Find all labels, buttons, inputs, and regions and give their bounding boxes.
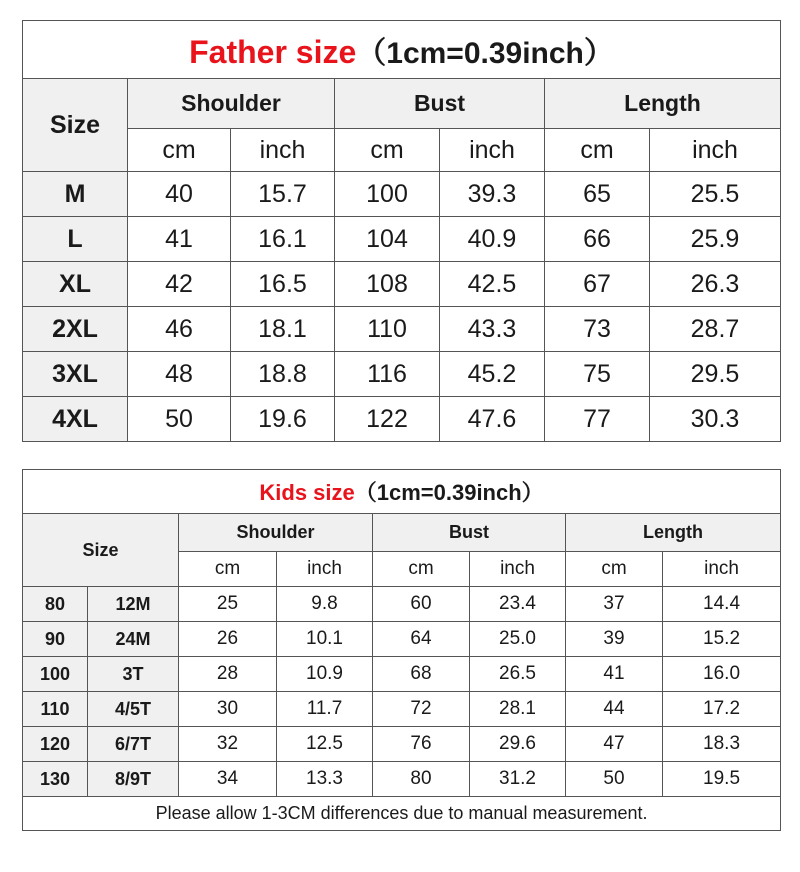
- value-cell: 116: [335, 352, 440, 397]
- kids-unit-header: cm: [373, 552, 470, 587]
- value-cell: 16.1: [231, 217, 335, 262]
- table-row: [23, 692, 781, 727]
- table-row: [23, 657, 781, 692]
- table-row: [23, 622, 781, 657]
- value-cell: 16.0: [663, 657, 781, 692]
- value-cell: 110: [335, 307, 440, 352]
- value-cell: 18.1: [231, 307, 335, 352]
- table-row: [23, 217, 781, 262]
- father-size-header: Size: [23, 79, 128, 172]
- table-row: [23, 262, 781, 307]
- kids-shoulder-header: Shoulder: [179, 514, 373, 552]
- table-row: [23, 727, 781, 762]
- size-cell: L: [23, 217, 128, 262]
- father-unit-header: inch: [231, 129, 335, 172]
- value-cell: 10.1: [277, 622, 373, 657]
- value-cell: 100: [335, 172, 440, 217]
- age-cell: 3T: [88, 657, 179, 692]
- value-cell: 39: [566, 622, 663, 657]
- value-cell: 39.3: [440, 172, 545, 217]
- kids-unit-header: inch: [277, 552, 373, 587]
- value-cell: 50: [128, 397, 231, 442]
- value-cell: 17.2: [663, 692, 781, 727]
- table-row: [23, 762, 781, 797]
- value-cell: 73: [545, 307, 650, 352]
- value-cell: 10.9: [277, 657, 373, 692]
- value-cell: 15.7: [231, 172, 335, 217]
- kids-unit-header: cm: [566, 552, 663, 587]
- value-cell: 28: [179, 657, 277, 692]
- value-cell: 41: [128, 217, 231, 262]
- father-size-table: [22, 20, 781, 442]
- value-cell: 122: [335, 397, 440, 442]
- value-cell: 43.3: [440, 307, 545, 352]
- size-cell: 2XL: [23, 307, 128, 352]
- value-cell: 40: [128, 172, 231, 217]
- measurement-note: Please allow 1-3CM differences due to manual measurement.: [23, 797, 781, 831]
- father-unit-header: inch: [440, 129, 545, 172]
- kids-bust-header: Bust: [373, 514, 566, 552]
- kids-title-conversion: （1cm=0.39inch）: [354, 480, 544, 505]
- value-cell: 50: [566, 762, 663, 797]
- value-cell: 25.9: [650, 217, 781, 262]
- height-cell: 130: [23, 762, 88, 797]
- father-unit-header: cm: [545, 129, 650, 172]
- value-cell: 47: [566, 727, 663, 762]
- value-cell: 25: [179, 587, 277, 622]
- father-title-label: Father size: [189, 33, 357, 70]
- value-cell: 26.5: [470, 657, 566, 692]
- value-cell: 48: [128, 352, 231, 397]
- father-length-header: Length: [545, 79, 781, 129]
- value-cell: 42: [128, 262, 231, 307]
- value-cell: 66: [545, 217, 650, 262]
- father-unit-header: cm: [128, 129, 231, 172]
- value-cell: 76: [373, 727, 470, 762]
- value-cell: 23.4: [470, 587, 566, 622]
- age-cell: 24M: [88, 622, 179, 657]
- value-cell: 77: [545, 397, 650, 442]
- value-cell: 26: [179, 622, 277, 657]
- table-row: [23, 397, 781, 442]
- value-cell: 42.5: [440, 262, 545, 307]
- table-row: [23, 587, 781, 622]
- value-cell: 75: [545, 352, 650, 397]
- height-cell: 120: [23, 727, 88, 762]
- value-cell: 37: [566, 587, 663, 622]
- age-cell: 4/5T: [88, 692, 179, 727]
- value-cell: 65: [545, 172, 650, 217]
- value-cell: 25.5: [650, 172, 781, 217]
- value-cell: 30.3: [650, 397, 781, 442]
- father-unit-header: cm: [335, 129, 440, 172]
- value-cell: 45.2: [440, 352, 545, 397]
- kids-unit-header: inch: [470, 552, 566, 587]
- value-cell: 14.4: [663, 587, 781, 622]
- value-cell: 30: [179, 692, 277, 727]
- value-cell: 11.7: [277, 692, 373, 727]
- kids-size-header: Size: [23, 514, 179, 587]
- height-cell: 110: [23, 692, 88, 727]
- kids-size-table: [22, 469, 781, 831]
- value-cell: 47.6: [440, 397, 545, 442]
- value-cell: 29.5: [650, 352, 781, 397]
- value-cell: 15.2: [663, 622, 781, 657]
- value-cell: 18.3: [663, 727, 781, 762]
- value-cell: 25.0: [470, 622, 566, 657]
- value-cell: 13.3: [277, 762, 373, 797]
- value-cell: 80: [373, 762, 470, 797]
- value-cell: 104: [335, 217, 440, 262]
- height-cell: 90: [23, 622, 88, 657]
- value-cell: 67: [545, 262, 650, 307]
- value-cell: 16.5: [231, 262, 335, 307]
- value-cell: 29.6: [470, 727, 566, 762]
- kids-unit-header: cm: [179, 552, 277, 587]
- value-cell: 60: [373, 587, 470, 622]
- father-shoulder-header: Shoulder: [128, 79, 335, 129]
- value-cell: 32: [179, 727, 277, 762]
- value-cell: 9.8: [277, 587, 373, 622]
- father-bust-header: Bust: [335, 79, 545, 129]
- value-cell: 28.1: [470, 692, 566, 727]
- value-cell: 28.7: [650, 307, 781, 352]
- value-cell: 34: [179, 762, 277, 797]
- size-cell: XL: [23, 262, 128, 307]
- value-cell: 19.6: [231, 397, 335, 442]
- size-cell: M: [23, 172, 128, 217]
- value-cell: 40.9: [440, 217, 545, 262]
- father-table-title: [23, 21, 781, 79]
- height-cell: 80: [23, 587, 88, 622]
- age-cell: 8/9T: [88, 762, 179, 797]
- size-cell: 3XL: [23, 352, 128, 397]
- table-row: [23, 352, 781, 397]
- kids-title-label: Kids size: [259, 480, 355, 505]
- value-cell: 26.3: [650, 262, 781, 307]
- father-title-conversion: （1cm=0.39inch）: [356, 36, 614, 70]
- value-cell: 46: [128, 307, 231, 352]
- value-cell: 31.2: [470, 762, 566, 797]
- value-cell: 108: [335, 262, 440, 307]
- value-cell: 64: [373, 622, 470, 657]
- kids-table-title: [23, 470, 781, 514]
- height-cell: 100: [23, 657, 88, 692]
- value-cell: 18.8: [231, 352, 335, 397]
- father-unit-header: inch: [650, 129, 781, 172]
- value-cell: 68: [373, 657, 470, 692]
- value-cell: 72: [373, 692, 470, 727]
- age-cell: 6/7T: [88, 727, 179, 762]
- kids-unit-header: inch: [663, 552, 781, 587]
- kids-length-header: Length: [566, 514, 781, 552]
- value-cell: 12.5: [277, 727, 373, 762]
- size-cell: 4XL: [23, 397, 128, 442]
- age-cell: 12M: [88, 587, 179, 622]
- table-row: [23, 307, 781, 352]
- value-cell: 44: [566, 692, 663, 727]
- value-cell: 41: [566, 657, 663, 692]
- table-row: [23, 172, 781, 217]
- value-cell: 19.5: [663, 762, 781, 797]
